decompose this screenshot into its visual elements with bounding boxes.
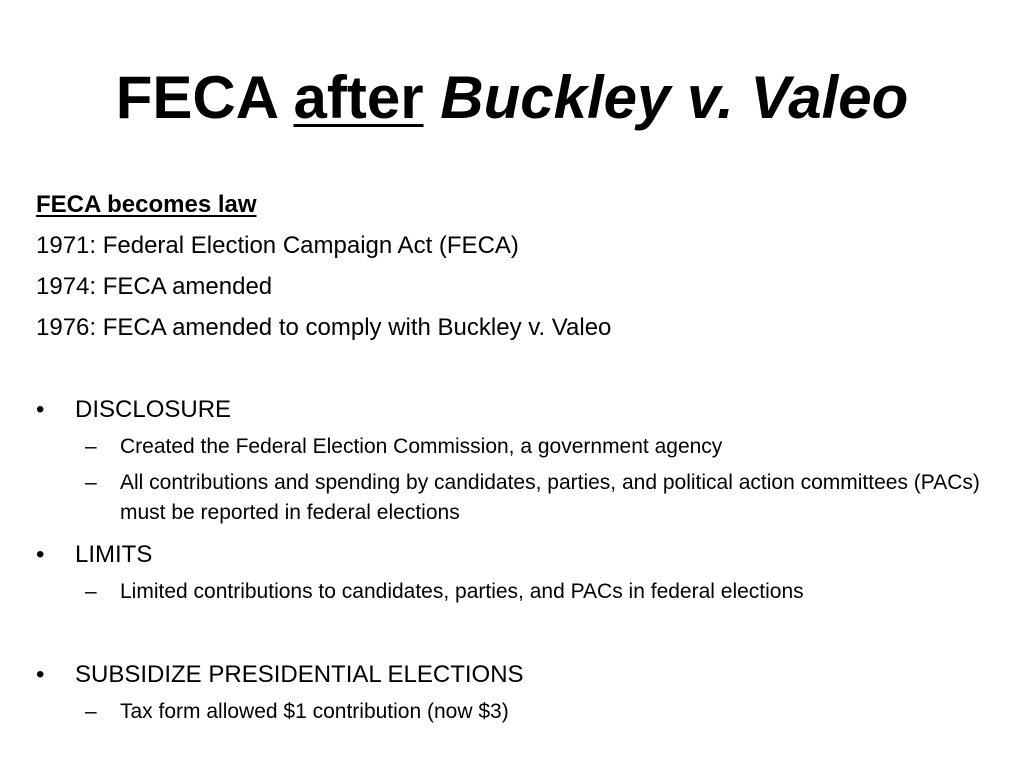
sub-item: [36, 432, 996, 462]
intro-heading: FECA becomes law: [36, 191, 257, 218]
slide-body: [36, 184, 996, 733]
section-label: LIMITS: [75, 541, 153, 568]
dash-icon: –: [85, 435, 97, 458]
sub-item: [36, 697, 996, 727]
timeline-1974: 1974: FECA amended: [36, 273, 273, 300]
title-after: after: [293, 64, 424, 131]
section-label: DISCLOSURE: [75, 396, 232, 423]
sub-item: [36, 577, 996, 607]
sub-item-text: All contributions and spending by candidates, parties, and political action committees (PACs) must be reported in federal elections: [120, 471, 980, 524]
intro-heading-line: [36, 184, 996, 225]
bullet-icon: •: [36, 541, 45, 568]
section-limits: [36, 534, 996, 575]
slide-title: [0, 62, 1024, 134]
sub-item-text: Created the Federal Election Commission, a government agency: [120, 435, 723, 458]
dash-icon: –: [85, 700, 97, 723]
timeline-1971: 1971: Federal Election Campaign Act (FECA): [36, 232, 519, 259]
title-case-name: Buckley v. Valeo: [440, 64, 909, 131]
spacer: [36, 613, 996, 654]
dash-icon: –: [85, 471, 97, 494]
sub-item-text: Limited contributions to candidates, parties, and PACs in federal elections: [120, 580, 804, 603]
dash-icon: –: [85, 580, 97, 603]
bullet-icon: •: [36, 661, 45, 688]
section-subsidize: [36, 654, 996, 695]
section-label: SUBSIDIZE PRESIDENTIAL ELECTIONS: [75, 661, 524, 688]
sub-item-text: Tax form allowed $1 contribution (now $3): [120, 700, 509, 723]
title-feca: FECA: [115, 64, 277, 131]
spacer: [36, 348, 996, 389]
bullet-icon: •: [36, 396, 45, 423]
section-disclosure: [36, 389, 996, 430]
sub-item: [36, 468, 996, 528]
timeline-1976: 1976: FECA amended to comply with Buckley v. Valeo: [36, 314, 612, 341]
